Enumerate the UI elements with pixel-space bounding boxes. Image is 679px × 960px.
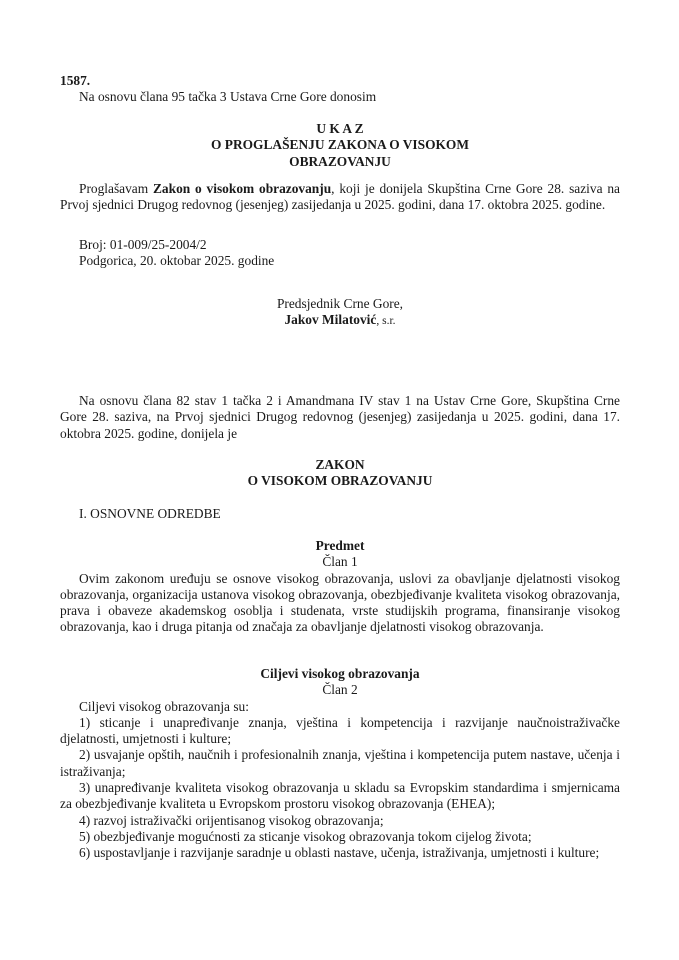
document-number: 1587. — [60, 73, 91, 88]
list-item: 3) unapređivanje kvaliteta visokog obrazovanja u skladu sa Evropskim standardima i smjernicama za obezbjeđivanje kvaliteta u Evropskom prostoru visokog obrazovanja (EHEA); — [60, 780, 620, 812]
ukaz-body-suffix: , koji je donijela Skupština Crne Gore 28. saziva na Prvoj sjednici Drugog redovnog (jesenjeg) zasijedanja u 2025. godini, dana 17. oktobra 2025. godine. — [60, 181, 620, 213]
zakon-preamble-text: Na osnovu člana 82 stav 1 tačka 2 i Amandmana IV stav 1 na Ustav Crne Gore, Skupština Crne Gore 28. saziva, na Prvoj sjednici Drugog redovnog (jesenjeg) zasijedanja u 2025. godini, dana 17. oktobra 2025. godine, donijela je — [60, 393, 620, 441]
article-1-label: Član 1 — [322, 554, 358, 570]
zakon-subtitle: O VISOKOM OBRAZOVANJU — [247, 473, 433, 489]
list-item: 1) sticanje i unapređivanje znanja, vještina i kompetencija i razvijanje naučnoistraživačke djelatnosti, umjetnosti i kulture; — [60, 714, 620, 747]
law-name: Zakon o visokom obrazovanju — [153, 181, 332, 196]
list-item: 6) uspostavljanje i razvijanje saradnje u oblasti nastave, učenja, istraživanja, umjetnosti i kulture; — [79, 845, 600, 861]
ukaz-title: U K A Z — [316, 121, 364, 136]
place-date: Podgorica, 20. oktobar 2025. godine — [79, 253, 275, 269]
list-item: 2) usvajanje opštih, naučnih i profesionalnih znanja, vještina i kompetencija putem nastave, učenja i istraživanja; — [60, 747, 620, 779]
zakon-heading — [60, 457, 620, 490]
list-item: 5) obezbjeđivanje mogućnosti za sticanje visokog obrazovanja tokom cijelog života; — [79, 828, 532, 844]
ukaz-heading — [60, 121, 620, 170]
signatory-suffix: , s.r. — [376, 315, 396, 328]
ukaz-body-paragraph — [60, 181, 620, 214]
article-2-intro: Ciljevi visokog obrazovanja su: — [79, 698, 249, 714]
section-heading — [60, 506, 620, 522]
signatory-line — [60, 312, 620, 329]
article-1-heading: Predmet — [315, 538, 365, 553]
ukaz-reference — [60, 237, 620, 270]
ukaz-body-prefix: Proglašavam — [79, 181, 153, 196]
preamble: Na osnovu člana 95 tačka 3 Ustava Crne Gore donosim — [79, 89, 377, 105]
signatory-name: Jakov Milatović — [284, 312, 377, 328]
article-2-heading: Ciljevi visokog obrazovanja — [260, 666, 420, 681]
article-2-label: Član 2 — [322, 682, 358, 698]
document-header — [60, 73, 620, 106]
list-item: 4) razvoj istraživački orijentisanog visokog obrazovanja; — [79, 812, 384, 828]
zakon-preamble — [60, 393, 620, 442]
ukaz-subtitle-line1: O PROGLAŠENJU ZAKONA O VISOKOM — [211, 137, 469, 153]
article-1-text: Ovim zakonom uređuju se osnove visokog obrazovanja, uslovi za obavljanje djelatnosti visokog obrazovanja, organizacija ustanova visokog obrazovanja, obezbjeđivanje kvaliteta visokog obrazovanja, prava i obaveze akademskog osoblja i studenata, vrste studijskih programa, finansiranje visokog obrazovanja, kao i druga pitanja od značaja za obavljanje djelatnosti visokog obrazovanja. — [60, 570, 620, 635]
zakon-title: ZAKON — [315, 457, 365, 472]
signature-block — [60, 296, 620, 330]
article-1 — [60, 538, 620, 636]
section-title: I. OSNOVNE ODREDBE — [79, 506, 221, 521]
ukaz-subtitle-line2: OBRAZOVANJU — [289, 153, 391, 169]
reference-number: Broj: 01-009/25-2004/2 — [79, 237, 207, 252]
ukaz-body — [60, 181, 620, 214]
signatory-title: Predsjednik Crne Gore, — [276, 296, 404, 311]
article-2 — [60, 666, 620, 862]
